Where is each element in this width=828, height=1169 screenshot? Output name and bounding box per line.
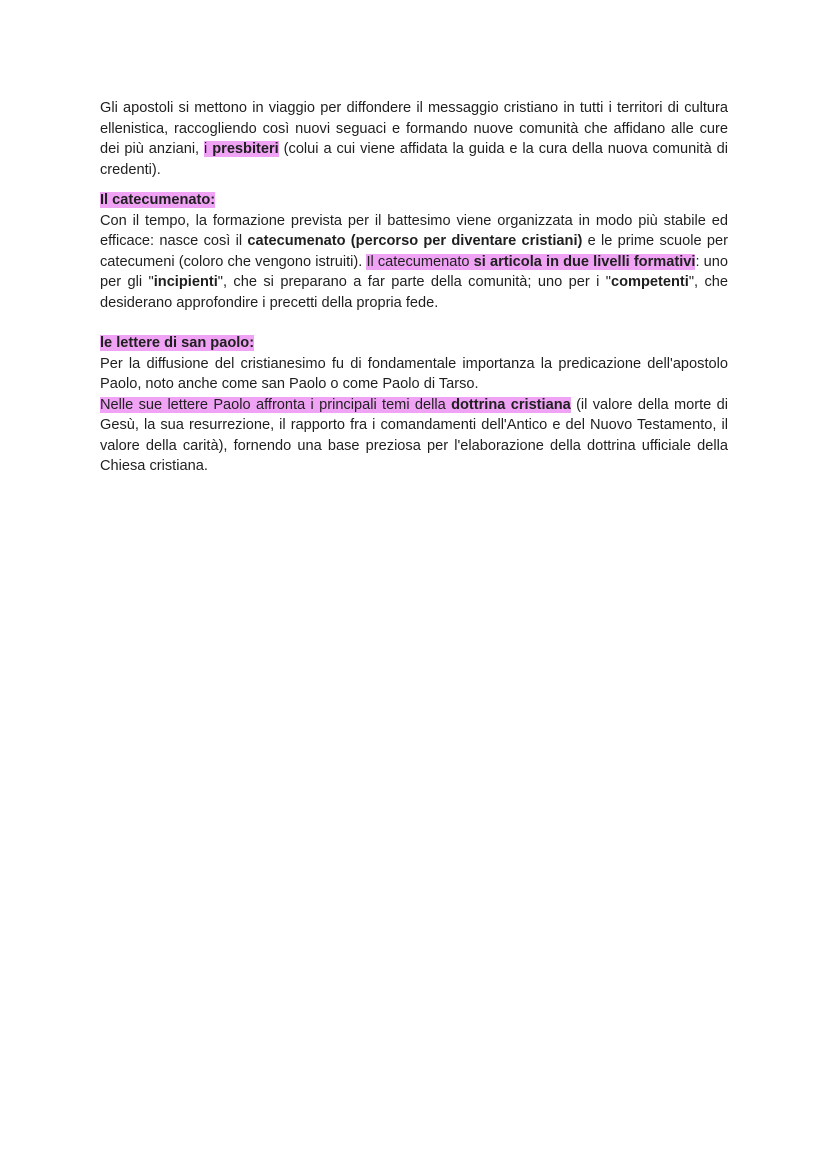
paragraph-catecumenato xyxy=(100,211,728,314)
section-heading-lettere xyxy=(100,333,728,354)
text-segment: (il valore della morte di Gesù, la sua resurrezione, il rapporto fra i comandamenti dell'Antico e del Nuovo Testamento, il valore della carità), fornendo una base preziosa per l'elaborazione della dottrina ufficiale della Chiesa cristiana. xyxy=(100,396,728,474)
highlight-segment xyxy=(366,254,695,270)
bold-term-incipienti: incipienti xyxy=(153,274,218,290)
paragraph-diffusione: Per la diffusione del cristianesimo fu di fondamentale importanza la predicazione dell'apostolo Paolo, noto anche come san Paolo o come Paolo di Tarso. xyxy=(100,355,728,392)
text-segment: (colui a cui viene affidata la guida e la cura della nuova comunità di credenti). xyxy=(100,141,728,178)
text-segment: Gli apostoli si mettono in viaggio per diffondere il messaggio cristiano in tutti i territori di cultura ellenistica, raccogliendo così nuovi seguaci e formando nuove comunità che affidano alle cure dei più anziani, xyxy=(100,100,728,157)
heading-highlight: Il catecumenato: xyxy=(100,192,216,208)
bold-term-presbiteri: presbiteri xyxy=(212,141,279,157)
text-segment: i xyxy=(204,141,213,157)
document-page xyxy=(100,98,728,477)
text-segment: Con il tempo, la formazione prevista per il battesimo viene organizzata in modo più stabile ed efficace: nasce così il xyxy=(100,212,728,249)
bold-term-dottrina: dottrina cristiana xyxy=(451,396,571,413)
section-heading-catecumenato xyxy=(100,190,728,211)
text-segment: e le prime scuole per catecumeni (coloro che vengono istruiti). xyxy=(100,233,728,270)
paragraph-apostoli xyxy=(100,98,728,180)
text-segment: ", che si preparano a far parte della comunità; uno per i " xyxy=(217,274,611,290)
bold-term-competenti: competenti xyxy=(610,274,689,290)
bold-term-articola: si articola in due livelli formativi xyxy=(473,253,696,270)
bold-term-catecumenato: catecumenato (percorso per diventare cristiani) xyxy=(247,233,583,249)
text-segment: ", che desiderano approfondire i precetti della propria fede. xyxy=(100,274,729,311)
highlight-segment xyxy=(204,141,279,157)
highlight-segment: Nelle sue lettere Paolo affronta i principali temi della xyxy=(100,396,452,413)
text-segment: : uno per gli " xyxy=(100,253,728,290)
heading-highlight: le lettere di san paolo: xyxy=(100,335,255,351)
paragraph-lettere xyxy=(100,395,728,477)
text-segment: Il catecumenato xyxy=(366,253,474,270)
